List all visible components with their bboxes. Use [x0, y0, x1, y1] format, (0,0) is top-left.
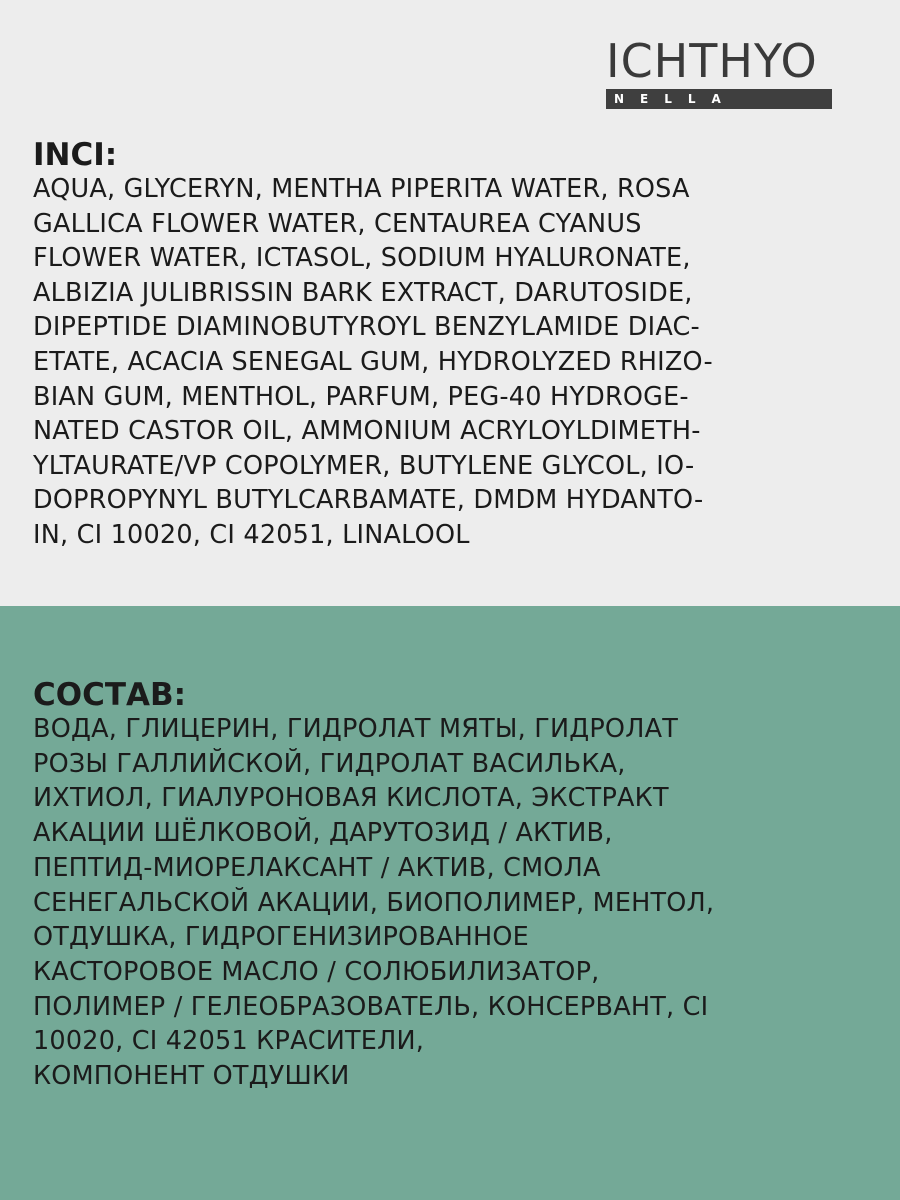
inci-heading: INCI: [33, 137, 118, 173]
inci-line: NATED CASTOR OIL, AMMONIUM ACRYLOYLDIMETH- [33, 416, 701, 447]
sostav-heading: СОСТАВ: [33, 677, 187, 713]
inci-line: GALLICA FLOWER WATER, CENTAUREA CYANUS [33, 208, 642, 239]
inci-line: ETATE, ACACIA SENEGAL GUM, HYDROLYZED RHIZO- [33, 346, 713, 377]
sostav-text [33, 712, 868, 1094]
inci-line: ALBIZIA JULIBRISSIN BARK EXTRACT, DARUTOSIDE, [33, 277, 693, 308]
sostav-line: ВОДА, ГЛИЦЕРИН, ГИДРОЛАТ МЯТЫ, ГИДРОЛАТ [33, 714, 678, 744]
sostav-line: СЕНЕГАЛЬСКОЙ АКАЦИИ, БИОПОЛИМЕР, МЕНТОЛ, [33, 887, 715, 918]
inci-block [33, 138, 868, 553]
sostav-line: 10020, CI 42051 КРАСИТЕЛИ, [33, 1026, 425, 1057]
sostav-line: РОЗЫ ГАЛЛИЙСКОЙ, ГИДРОЛАТ ВАСИЛЬКА, [33, 748, 626, 779]
sostav-section [0, 606, 900, 1200]
inci-line: YLTAURATE/VP COPOLYMER, BUTYLENE GLYCOL, IO- [33, 450, 695, 481]
inci-text [33, 172, 868, 553]
sostav-line: ПЕПТИД-МИОРЕЛАКСАНТ / АКТИВ, СМОЛА [33, 852, 601, 883]
sostav-line: КАСТОРОВОЕ МАСЛО / СОЛЮБИЛИЗАТОР, [33, 956, 600, 987]
sostav-line: АКАЦИИ ШЁЛКОВОЙ, ДАРУТОЗИД / АКТИВ, [33, 818, 613, 849]
brand-logo-sub: NELLA [606, 89, 832, 109]
inci-line: DIPEPTIDE DIAMINOBUTYROYL BENZYLAMIDE DIAC- [33, 312, 700, 343]
inci-line: DOPROPYNYL BUTYLCARBAMATE, DMDM HYDANTO- [33, 485, 704, 516]
sostav-block [33, 678, 868, 1094]
inci-line: BIAN GUM, MENTHOL, PARFUM, PEG-40 HYDROGE- [33, 381, 689, 412]
sostav-line: ОТДУШКА, ГИДРОГЕНИЗИРОВАННОЕ [33, 922, 529, 953]
inci-line: AQUA, GLYCERYN, MENTHA PIPERITA WATER, ROSA [33, 174, 690, 204]
brand-logo-main: ICHTHYO [606, 34, 818, 88]
inci-line: FLOWER WATER, ICTASOL, SODIUM HYALURONATE, [33, 243, 691, 274]
brand-logo [606, 36, 832, 109]
sostav-line: КОМПОНЕНТ ОТДУШКИ [33, 1061, 350, 1092]
sostav-line: ПОЛИМЕР / ГЕЛЕОБРАЗОВАТЕЛЬ, КОНСЕРВАНТ, CI [33, 991, 709, 1022]
sostav-line: ИХТИОЛ, ГИАЛУРОНОВАЯ КИСЛОТА, ЭКСТРАКТ [33, 783, 669, 814]
inci-line: IN, CI 10020, CI 42051, LINALOOL [33, 519, 470, 550]
